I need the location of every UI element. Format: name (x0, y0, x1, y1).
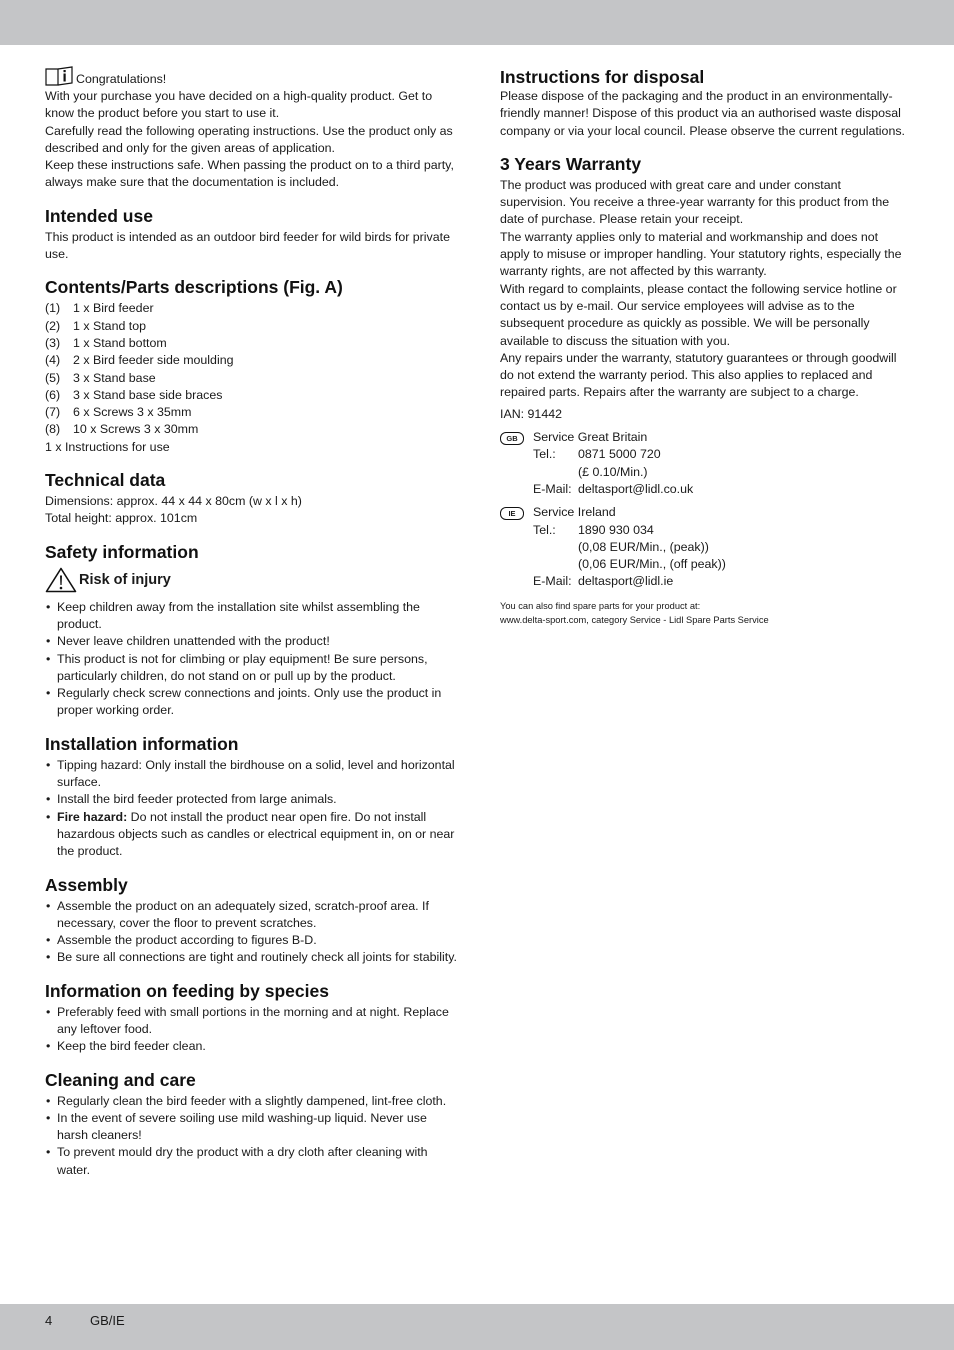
list-item (45, 404, 457, 421)
part-text: 1 x Stand bottom (73, 335, 167, 350)
list-item-text: Never leave children unattended with the product! (57, 634, 330, 649)
list-item: • Assemble the product on an adequately sized, scratch-proof area. If necessary, cover the floor to prevent scratches. (46, 898, 429, 930)
height-text: Total height: approx. 101cm (45, 511, 198, 526)
list-item (45, 300, 457, 317)
bottom-bar (0, 1304, 954, 1350)
right-column (500, 66, 910, 627)
service-ie (500, 504, 910, 590)
tel-rate-peak: (0,08 EUR/Min., (peak)) (578, 539, 709, 554)
installation-list (45, 757, 457, 861)
service-name: Service Ireland (533, 505, 616, 520)
risk-warning (45, 567, 457, 593)
part-text: 6 x Screws 3 x 35mm (73, 405, 192, 420)
list-item-text: Regularly check screw connections and joints. Only use the product in proper working order. (57, 686, 442, 718)
section-title: Cleaning and care (45, 1069, 196, 1090)
list-item-text: Assemble the product on an adequately sized, scratch-proof area. If necessary, cover the floor to prevent scratches. (57, 898, 429, 930)
ian-number: IAN: 91442 (500, 406, 562, 421)
disposal-section (500, 66, 910, 140)
list-item (45, 387, 457, 404)
email-address: deltasport@lidl.co.uk (578, 481, 694, 496)
warranty-paragraph: Any repairs under the warranty, statutory guarantees or through goodwill do not extend the warranty period. This also applies to replaced and repaired parts. Repairs after the warranty are subject to a charge. (500, 350, 897, 400)
list-item (45, 421, 457, 438)
safety-list (45, 599, 457, 720)
top-bar (0, 0, 954, 45)
list-item-text: Keep the bird feeder clean. (57, 1039, 206, 1054)
disposal-text: Please dispose of the packaging and the product in an environmentally-friendly manner! Dispose of this product via an authorised waste disposal company or via your local council. Please observe the current regulations. (500, 89, 905, 138)
page-number: 4 (45, 1313, 53, 1328)
section-title: Safety information (45, 541, 199, 562)
parts-list (45, 300, 457, 438)
section-title: Information on feeding by species (45, 980, 329, 1001)
cleaning-list (45, 1093, 457, 1179)
assembly-section (45, 874, 457, 967)
list-item-text: Preferably feed with small portions in the morning and at night. Replace any leftover food. (57, 1004, 449, 1036)
part-text: 10 x Screws 3 x 30mm (73, 422, 199, 437)
list-item: • Tipping hazard: Only install the birdhouse on a solid, level and horizontal surface. (46, 757, 455, 790)
part-text: 3 x Stand base side braces (73, 387, 223, 402)
part-number: (2) (45, 318, 61, 333)
tel-rate: (£ 0.10/Min.) (578, 464, 648, 479)
section-title: Assembly (45, 874, 128, 895)
list-item-text: Install the bird feeder protected from large animals. (57, 792, 337, 807)
section-title: 3 Years Warranty (500, 153, 642, 174)
section-title: Intended use (45, 205, 153, 226)
list-item: • Keep the bird feeder clean. (46, 1039, 206, 1054)
service-gb (500, 429, 910, 498)
warning-triangle-icon (45, 567, 77, 593)
list-item (45, 318, 457, 335)
list-item-text: Regularly clean the bird feeder with a slightly dampened, lint-free cloth. (57, 1093, 447, 1108)
spare-parts-note (500, 599, 910, 627)
email-label: E-Mail: (533, 574, 572, 589)
spare-parts-line: You can also find spare parts for your product at: (500, 600, 701, 611)
list-item: • In the event of severe soiling use mild washing-up liquid. Never use harsh cleaners! (46, 1110, 427, 1143)
part-text: 2 x Bird feeder side moulding (73, 353, 234, 368)
warranty-paragraph: With regard to complaints, please contact the following service hotline or contact us by e-mail. Our service employees will advise as to the subsequent procedure as quickly as possible. We will be personally available to discuss the situation with you. (500, 281, 897, 348)
list-item-text: In the event of severe soiling use mild washing-up liquid. Never use harsh cleaners! (57, 1110, 427, 1143)
section-title: Technical data (45, 470, 166, 491)
language-code: GB/IE (90, 1313, 125, 1328)
left-column (45, 66, 457, 1179)
part-text: 1 x Stand top (73, 318, 147, 333)
list-item: • To prevent mould dry the product with a dry cloth after cleaning with water. (46, 1145, 428, 1177)
contents-section (45, 276, 457, 456)
fire-hazard-text: Do not install the product near open fire. Do not install hazardous objects such as candles or electrical equipment in, on or near the product. (57, 809, 455, 859)
intended-use-section (45, 205, 457, 264)
email-address: deltasport@lidl.ie (578, 574, 674, 589)
warranty-paragraph: The product was produced with great care and under constant supervision. You receive a three-year warranty for this product from the date of purchase. Please retain your receipt. (500, 177, 890, 227)
ie-badge: IE (500, 507, 524, 520)
part-text: 1 x Bird feeder (73, 301, 154, 316)
list-item-text: Be sure all connections are tight and routinely check all joints for stability. (57, 950, 457, 965)
cleaning-section (45, 1069, 457, 1179)
intro-heading: Congratulations! (76, 72, 167, 86)
email-label: E-Mail: (533, 481, 572, 496)
feeding-list (45, 1004, 457, 1056)
part-number: (7) (45, 405, 61, 420)
intro-paragraph: Keep these instructions safe. When passing the product on to a third party, always make sure that the documentation is included. (45, 158, 454, 190)
list-item: • This product is not for climbing or play equipment! Be sure persons, particularly children, do not stand on or pull up by the product. (46, 651, 428, 683)
tel-number: 1890 930 034 (578, 522, 654, 537)
list-item-text: This product is not for climbing or play equipment! Be sure persons, particularly children, do not stand on or pull up by the product. (57, 651, 428, 683)
part-number: (1) (45, 301, 61, 316)
part-number: (6) (45, 387, 61, 402)
dimensions-text: Dimensions: approx. 44 x 44 x 80cm (w x l x h) (45, 494, 302, 509)
part-number: (5) (45, 370, 61, 385)
spare-parts-link: www.delta-sport.com, category Service - Lidl Spare Parts Service (500, 614, 769, 625)
fire-hazard-label: Fire hazard: (57, 809, 128, 824)
list-item-text: Tipping hazard: Only install the birdhouse on a solid, level and horizontal surface. (57, 757, 455, 790)
feeding-section (45, 980, 457, 1056)
list-item (45, 335, 457, 352)
section-title: Installation information (45, 733, 239, 754)
intro-heading-row (45, 66, 457, 86)
intro-paragraph: Carefully read the following operating instructions. Use the product only as described and only for the given areas of application. (45, 123, 453, 155)
technical-data-section (45, 469, 457, 528)
list-item: • Regularly check screw connections and joints. Only use the product in proper working order. (46, 686, 442, 718)
list-item: • Fire hazard: Do not install the product near open fire. Do not install hazardous objects such as candles or electrical equipment in, on or near the product. (46, 809, 455, 859)
instructions-item: 1 x Instructions for use (45, 439, 170, 454)
part-number: (3) (45, 335, 61, 350)
list-item: • Assemble the product according to figures B-D. (46, 933, 317, 948)
warranty-section (500, 153, 910, 423)
section-title: Contents/Parts descriptions (Fig. A) (45, 277, 343, 298)
section-title: Instructions for disposal (500, 67, 705, 87)
tel-rate-offpeak: (0,06 EUR/Min., (off peak)) (578, 557, 726, 572)
risk-label: Risk of injury (79, 571, 171, 588)
list-item-text: To prevent mould dry the product with a dry cloth after cleaning with water. (57, 1145, 428, 1177)
assembly-list (45, 898, 457, 967)
tel-label: Tel.: (533, 522, 556, 537)
list-item: • Regularly clean the bird feeder with a slightly dampened, lint-free cloth. (46, 1093, 447, 1108)
list-item: • Never leave children unattended with the product! (46, 634, 330, 649)
intro-paragraph: With your purchase you have decided on a high-quality product. Get to know the product before you start to use it. (45, 89, 433, 121)
safety-section (45, 541, 457, 720)
part-number: (4) (45, 353, 61, 368)
list-item (45, 352, 457, 369)
part-text: 3 x Stand base (73, 370, 156, 385)
list-item-text: Keep children away from the installation site whilst assembling the product. (57, 599, 420, 631)
list-item (45, 370, 457, 387)
info-book-icon (45, 66, 73, 86)
part-number: (8) (45, 422, 61, 437)
list-item: • Preferably feed with small portions in the morning and at night. Replace any leftover food. (46, 1004, 449, 1036)
intended-use-text: This product is intended as an outdoor bird feeder for wild birds for private use. (45, 229, 450, 262)
list-item: • Install the bird feeder protected from large animals. (46, 792, 337, 807)
list-item-text: Assemble the product according to figures B-D. (57, 933, 317, 948)
warranty-paragraph: The warranty applies only to material and workmanship and does not apply to misuse or improper handling. Your statutory rights, especially the warranty rights, are not affected by this warranty. (500, 229, 902, 279)
gb-badge: GB (500, 432, 524, 445)
tel-label: Tel.: (533, 447, 556, 462)
list-item: • Keep children away from the installation site whilst assembling the product. (46, 599, 420, 631)
service-name: Service Great Britain (533, 430, 648, 445)
list-item: • Be sure all connections are tight and routinely check all joints for stability. (46, 950, 457, 965)
tel-number: 0871 5000 720 (578, 447, 661, 462)
installation-section (45, 733, 457, 861)
